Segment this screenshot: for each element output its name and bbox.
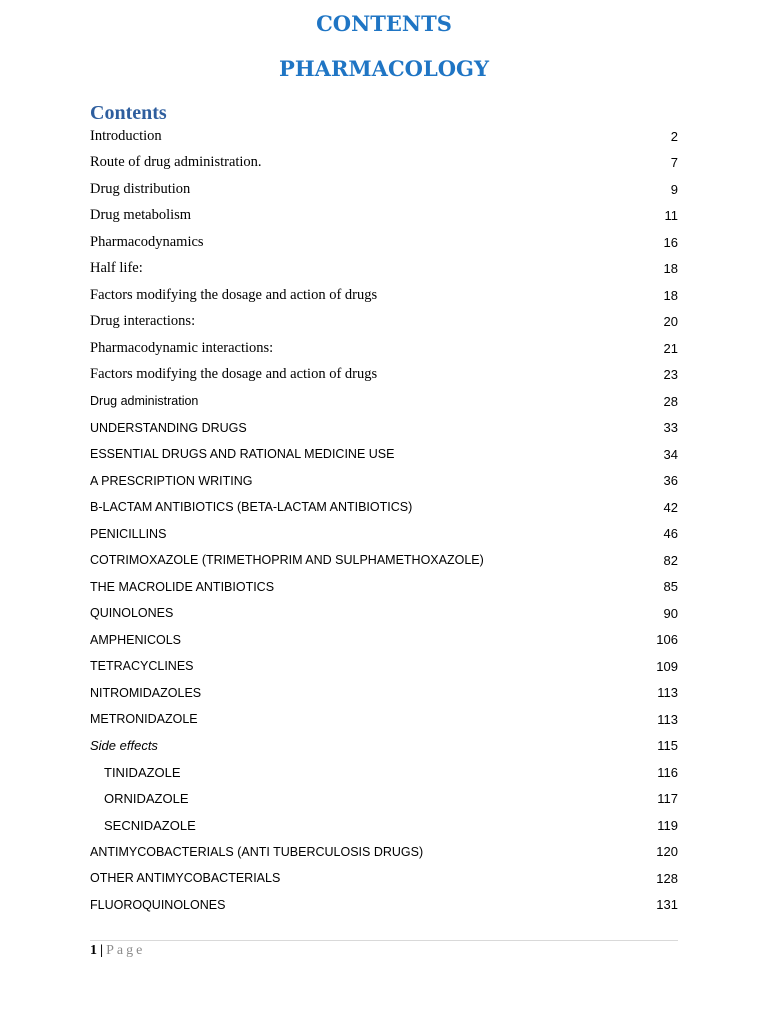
footer-page-label: Page — [106, 943, 146, 958]
toc-entry-page: 9 — [670, 181, 678, 197]
toc-entry-text: COTRIMOXAZOLE (TRIMETHOPRIM AND SULPHAMETHOXAZOLE) — [90, 553, 484, 568]
toc-entry-page: 106 — [656, 632, 678, 648]
toc-entry-text: Pharmacodynamics — [90, 233, 204, 250]
toc-entry-text: Half life: — [90, 260, 143, 277]
toc-entry-text: METRONIDAZOLE — [90, 712, 198, 727]
toc-entry[interactable] — [90, 362, 678, 389]
toc-entry-text: NITROMIDAZOLES — [90, 685, 202, 700]
toc-entry-page: 115 — [657, 738, 678, 754]
toc-entry-page: 11 — [664, 208, 678, 224]
toc-entry[interactable] — [90, 441, 678, 468]
toc-entry-page: 18 — [663, 287, 678, 303]
toc-entry-text: THE MACROLIDE ANTIBIOTICS — [90, 579, 275, 594]
toc-entry[interactable] — [90, 256, 678, 283]
toc-entry-text: Drug administration — [90, 394, 199, 409]
toc-entry[interactable] — [90, 494, 678, 521]
toc-entry-text: Drug distribution — [90, 180, 191, 197]
toc-entry-page: 85 — [663, 579, 678, 595]
toc-entry-page: 18 — [663, 261, 678, 277]
toc-entry[interactable] — [90, 759, 678, 786]
toc-entry-text: Factors modifying the dosage and action of drugs — [90, 286, 378, 303]
toc-entry-page: 90 — [663, 605, 678, 621]
toc-entry[interactable] — [90, 468, 678, 495]
toc-entry-page: 117 — [657, 791, 678, 807]
toc-entry-text: OTHER ANTIMYCOBACTERIALS — [90, 871, 281, 886]
toc-entry-page: 28 — [663, 393, 678, 409]
toc-entry-page: 7 — [670, 155, 678, 171]
footer-divider — [90, 940, 678, 941]
footer-page-number: 1 — [90, 943, 97, 958]
toc-entry[interactable] — [90, 574, 678, 601]
toc-list — [90, 123, 678, 918]
toc-entry-text: A PRESCRIPTION WRITING — [90, 473, 253, 488]
toc-entry[interactable] — [90, 388, 678, 415]
toc-entry[interactable] — [90, 309, 678, 336]
toc-entry[interactable] — [90, 865, 678, 892]
toc-entry[interactable] — [90, 282, 678, 309]
toc-entry-page: 23 — [663, 367, 678, 383]
toc-entry-text: Route of drug administration. — [90, 154, 262, 171]
toc-entry[interactable] — [90, 706, 678, 733]
toc-entry-page: 36 — [663, 473, 678, 489]
toc-entry-page: 46 — [663, 526, 678, 542]
toc-entry-text: Factors modifying the dosage and action of drugs — [90, 366, 378, 383]
toc-entry-page: 119 — [657, 817, 678, 833]
toc-entry-text: AMPHENICOLS — [90, 632, 181, 647]
toc-entry-text: ORNIDAZOLE — [104, 791, 189, 807]
toc-entry-text: Side effects — [90, 738, 158, 754]
toc-entry-page: 113 — [657, 685, 678, 701]
toc-entry[interactable] — [90, 203, 678, 230]
footer-separator: | — [100, 943, 104, 958]
toc-entry[interactable] — [90, 150, 678, 177]
toc-entry[interactable] — [90, 812, 678, 839]
toc-entry-text: QUINOLONES — [90, 606, 174, 621]
toc-entry-text: FLUOROQUINOLONES — [90, 897, 226, 912]
toc-entry-text: Drug interactions: — [90, 313, 196, 330]
toc-entry-text: Introduction — [90, 127, 162, 144]
toc-entry-text: TINIDAZOLE — [104, 764, 181, 780]
toc-entry-text: Drug metabolism — [90, 207, 192, 224]
toc-entry-page: 33 — [663, 420, 678, 436]
toc-title: Contents — [90, 102, 167, 124]
page-footer — [90, 942, 145, 960]
toc-entry-page: 131 — [656, 897, 678, 913]
toc-entry-page: 116 — [657, 764, 678, 780]
toc-entry[interactable] — [90, 892, 678, 919]
toc-entry[interactable] — [90, 415, 678, 442]
toc-entry-text: ANTIMYCOBACTERIALS (ANTI TUBERCULOSIS DRUGS) — [90, 844, 424, 859]
toc-entry-page: 82 — [663, 552, 678, 568]
toc-entry[interactable] — [90, 229, 678, 256]
toc-entry-text: PENICILLINS — [90, 526, 167, 541]
toc-entry[interactable] — [90, 839, 678, 866]
toc-entry[interactable] — [90, 627, 678, 654]
toc-entry-page: 128 — [656, 870, 678, 886]
toc-entry-text: SECNIDAZOLE — [104, 817, 196, 833]
toc-entry[interactable] — [90, 653, 678, 680]
toc-entry-page: 109 — [656, 658, 678, 674]
toc-entry[interactable] — [90, 733, 678, 760]
toc-entry[interactable] — [90, 786, 678, 813]
toc-entry-page: 2 — [670, 128, 678, 144]
toc-entry[interactable] — [90, 123, 678, 150]
toc-entry-text: UNDERSTANDING DRUGS — [90, 420, 247, 435]
toc-entry-text: B-LACTAM ANTIBIOTICS (BETA-LACTAM ANTIBIOTICS) — [90, 500, 413, 515]
toc-entry[interactable] — [90, 547, 678, 574]
toc-entry[interactable] — [90, 600, 678, 627]
toc-entry-page: 20 — [663, 314, 678, 330]
toc-entry-text: TETRACYCLINES — [90, 659, 194, 674]
subject-title: PHARMACOLOGY — [279, 56, 489, 81]
toc-entry-page: 42 — [663, 499, 678, 515]
toc-entry-text: ESSENTIAL DRUGS AND RATIONAL MEDICINE USE — [90, 447, 395, 462]
toc-entry-page: 120 — [656, 844, 678, 860]
toc-entry[interactable] — [90, 335, 678, 362]
toc-entry[interactable] — [90, 521, 678, 548]
toc-entry[interactable] — [90, 176, 678, 203]
page-title: CONTENTS — [316, 11, 452, 36]
toc-entry-page: 113 — [657, 711, 678, 727]
toc-entry-page: 21 — [663, 340, 678, 356]
toc-entry[interactable] — [90, 680, 678, 707]
toc-entry-page: 16 — [663, 234, 678, 250]
toc-entry-page: 34 — [663, 446, 678, 462]
toc-entry-text: Pharmacodynamic interactions: — [90, 339, 274, 356]
